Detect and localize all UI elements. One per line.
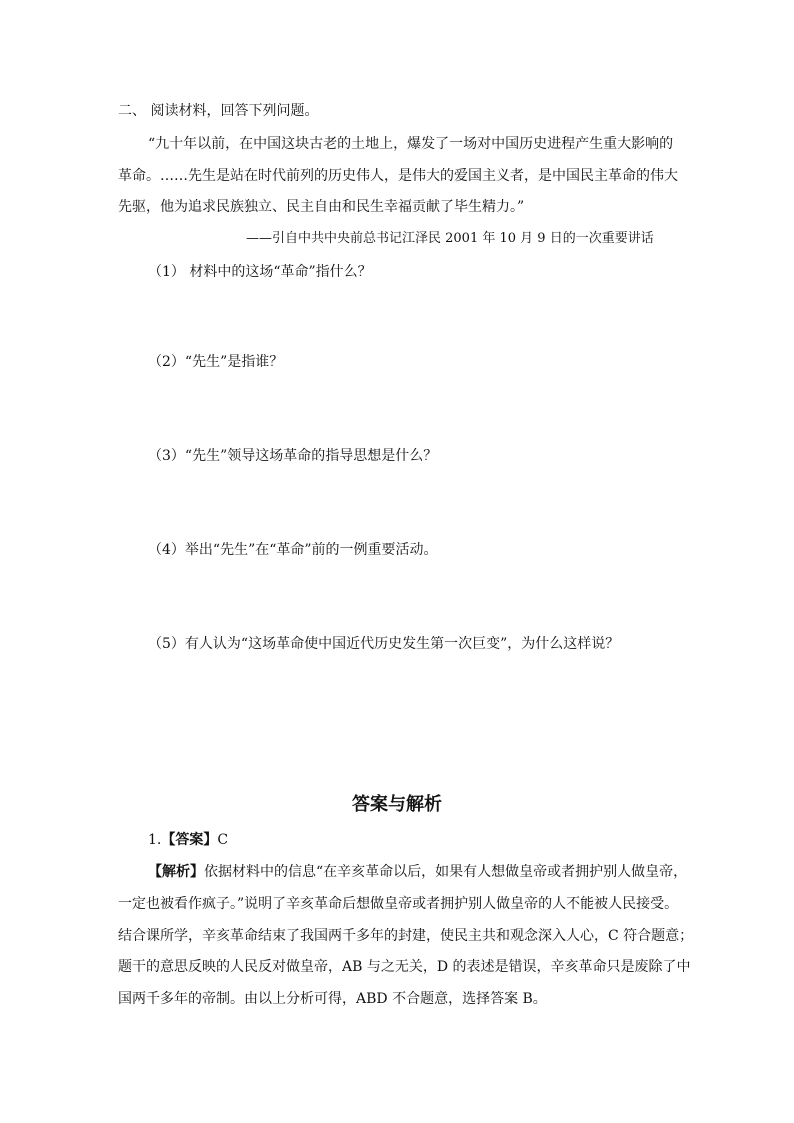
question-5: （5）有人认为“这场革命使中国近代历史发生第一次巨变”，为什么这样说？	[148, 636, 620, 652]
answer-number: 1.	[148, 832, 162, 848]
analysis-line-1	[148, 862, 687, 882]
material-line-1: “九十年以前，在中国这块古老的土地上，爆发了一场对中国历史进程产生重大影响的	[148, 136, 674, 152]
analysis-label: 【解析】	[148, 864, 204, 880]
section-heading: 二、 阅读材料，回答下列问题。	[118, 103, 319, 119]
material-line-3: 先驱，他为追求民族独立、民主自由和民生幸福贡献了毕生精力。”	[118, 199, 525, 215]
material-source: ——引自中共中央前总书记江泽民 2001 年 10 月 9 日的一次重要讲话	[246, 231, 654, 246]
analysis-line-4: 题干的意思反映的人民反对做皇帝，AB 与之无关，D 的表述是错误，辛亥革命只是废除了中	[118, 959, 691, 975]
analysis-line-5: 国两千多年的帝制。由以上分析可得，ABD 不合题意，选择答案 B。	[118, 991, 547, 1007]
answer-value: C	[217, 832, 229, 848]
answer-1	[148, 830, 228, 850]
question-4: （4）举出“先生”在“革命”前的一例重要活动。	[148, 542, 438, 558]
question-2: （2）“先生”是指谁？	[148, 354, 284, 370]
analysis-text-1: 依据材料中的信息“在辛亥革命以后，如果有人想做皇帝或者拥护别人做皇帝，	[204, 864, 688, 880]
question-1: （1） 材料中的这场“革命”指什么？	[148, 264, 372, 280]
answer-label: 【答案】	[161, 832, 218, 848]
analysis-line-3: 结合课所学，辛亥革命结束了我国两千多年的封建，使民主共和观念深入人心，C 符合题意；	[118, 928, 694, 944]
answers-title: 答案与解析	[352, 794, 442, 815]
material-line-2: 革命。……先生是站在时代前列的历史伟人，是伟大的爱国主义者，是中国民主革命的伟大	[118, 168, 678, 184]
analysis-line-2: 一定也被看作疯子。”说明了辛亥革命后想做皇帝或者拥护别人做皇帝的人不能被人民接受。	[118, 896, 679, 912]
question-3: （3）“先生”领导这场革命的指导思想是什么？	[148, 448, 438, 464]
